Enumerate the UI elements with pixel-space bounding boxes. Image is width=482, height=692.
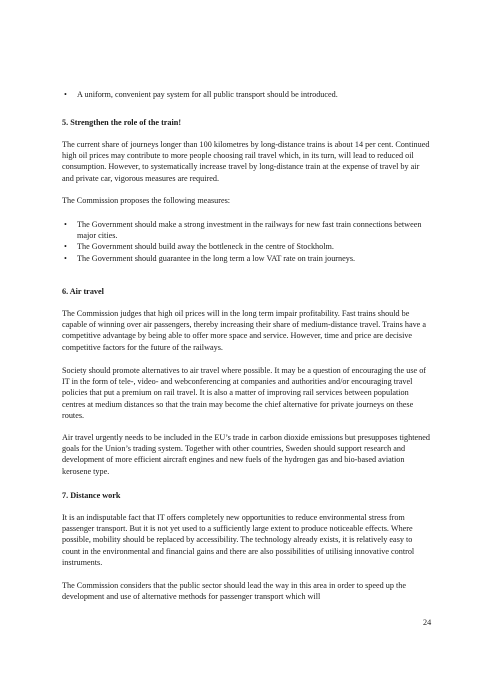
section-7-paragraph-2: The Commission considers that the public sector should lead the way in this area in order to speed up the development and use of alternative methods for passenger transport which will [62,581,407,602]
list-item: • A uniform, convenient pay system for all public transport should be introduced. [62,89,432,100]
list-item: • The Government should build away the bottleneck in the centre of Stockholm. [62,241,432,252]
page-number: 24 [423,618,432,627]
section-5-heading: 5. Strengthen the role of the train! [62,118,182,127]
section-7-heading: 7. Distance work [62,491,121,500]
section-5-paragraph-2: The Commission proposes the following measures: [62,196,231,205]
intro-bullet-list [62,89,432,100]
list-item: • The Government should guarantee in the long term a low VAT rate on train journeys. [62,253,432,264]
section-5-measures-list [62,219,432,264]
section-6-paragraph-2: Society should promote alternatives to air travel where possible. It may be a question of encouraging the use of IT in the form of tele-, video- and webconferencing at companies and authorities and/or encouraging travel policies that put a premium on rail travel. It is also a matter of improving rail services between population centres at medium distances so that the train may become the chief alternative for private journeys on these routes. [62,366,427,420]
section-5-paragraph-1: The current share of journeys longer than 100 kilometres by long-distance trains is about 14 per cent. Continued high oil prices may contribute to more people choosing rail travel which, in its turn, will lead to reduced oil consumption. However, to systematically increase travel by long-distance train at the expense of travel by air and private car, vigorous measures are required. [62,140,430,183]
section-6-paragraph-3: Air travel urgently needs to be included in the EU’s trade in carbon dioxide emissions but presupposes tightened goals for the Union’s trading system. Together with other countries, Sweden should support research and development of more efficient aircraft engines and new fuels of the hydrogen gas and bio-based aviation kerosene type. [62,433,430,476]
section-6-heading: 6. Air travel [62,287,104,296]
section-7-paragraph-1: It is an indisputable fact that IT offers completely new opportunities to reduce environmental stress from passenger transport. But it is not yet used to a sufficiently large extent to produce noticeable effects. Where possible, mobility should be replaced by accessibility. The technology already exists, it is relatively easy to count in the environmental and financial gains and there are also possibilities of utilising innovative control instruments. [62,513,415,567]
list-item: • The Government should make a strong investment in the railways for new fast train connections between major cities. [62,219,432,241]
section-6-paragraph-1: The Commission judges that high oil prices will in the long term impair profitability. Fast trains should be capable of winning over air passengers, thereby increasing their share of medium-distance travel. Trains have a competitive advantage by being able to offer more space and service. However, time and price are decisive competitive factors for the future of the railways. [62,309,426,352]
